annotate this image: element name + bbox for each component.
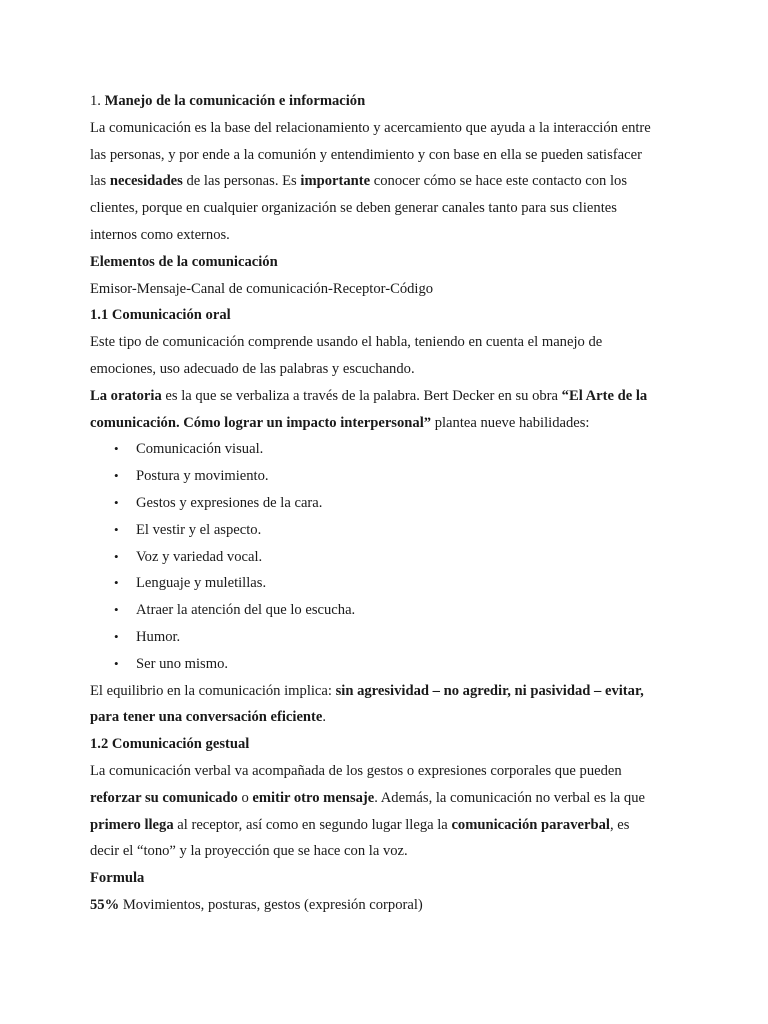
list-item-text: Lenguaje y muletillas.	[136, 575, 267, 592]
bold-text: reforzar su comunicado	[90, 789, 238, 806]
document-page	[90, 88, 700, 919]
paragraph-line: decir el “tono” y la proyección que se hace con la voz.	[90, 843, 408, 860]
paragraph-line: emociones, uso adecuado de las palabras y escuchando.	[90, 360, 415, 377]
list-item	[90, 517, 700, 544]
bold-text: comunicación. Cómo lograr un impacto interpersonal”	[90, 414, 432, 431]
text-run: plantea nueve habilidades:	[431, 414, 590, 431]
formula-line	[90, 892, 700, 919]
text-run: conocer cómo se hace este contacto con los	[370, 173, 628, 190]
heading-title: Manejo de la comunicación e información	[104, 93, 366, 109]
subheading-title: Formula	[90, 870, 145, 887]
list-item-text: Gestos y expresiones de la cara.	[136, 494, 323, 511]
list-item	[90, 490, 700, 517]
heading-separator: .	[97, 93, 105, 109]
subheading-elements	[90, 249, 700, 276]
list-item	[90, 624, 700, 651]
bold-text: “El Arte de la	[561, 387, 648, 404]
paragraph-line: La comunicación verbal va acompañada de los gestos o expresiones corporales que pueden	[90, 762, 622, 779]
paragraph-line	[90, 383, 700, 410]
paragraph-line: Este tipo de comunicación comprende usando el habla, teniendo en cuenta el manejo de	[90, 334, 603, 351]
section-heading-1-2	[90, 731, 700, 758]
bold-text: La oratoria	[90, 387, 162, 404]
bullet-icon: •	[114, 548, 119, 564]
paragraph-line	[90, 704, 700, 731]
bullet-icon: •	[114, 628, 119, 644]
list-item-text: Postura y movimiento.	[136, 468, 269, 485]
bullet-icon: •	[114, 441, 119, 457]
section-heading-1-1	[90, 302, 700, 329]
subheading-title: Elementos de la comunicación	[90, 253, 278, 270]
text-run: de las personas. Es	[182, 173, 301, 190]
elements-list-line: Emisor-Mensaje-Canal de comunicación-Receptor-Código	[90, 280, 434, 297]
bullet-icon: •	[114, 655, 119, 671]
bold-text: primero llega	[90, 816, 174, 833]
text-run: es la que se verbaliza a través de la palabra. Bert Decker en su obra	[161, 387, 562, 404]
list-item-text: Atraer la atención del que lo escucha.	[136, 602, 356, 619]
bullet-icon: •	[114, 521, 119, 537]
bold-text: sin agresividad – no agredir, ni pasividad – evitar,	[335, 682, 644, 699]
section-heading-1	[90, 88, 700, 115]
list-item-text: Comunicación visual.	[136, 441, 264, 458]
list-item-text: Ser uno mismo.	[136, 655, 229, 672]
paragraph-line: las personas, y por ende a la comunión y entendimiento y con base en ella se pueden satisfacer	[90, 146, 642, 163]
bold-text: para tener una conversación eficiente	[90, 709, 323, 726]
formula-percentage: 55%	[90, 896, 120, 913]
list-item	[90, 463, 700, 490]
list-item	[90, 570, 700, 597]
list-item-text: Humor.	[136, 628, 181, 645]
paragraph-line	[90, 812, 700, 839]
text-run: o	[237, 789, 253, 806]
list-item	[90, 651, 700, 678]
paragraph-line	[90, 410, 700, 437]
subheading-formula	[90, 865, 700, 892]
paragraph-line: internos como externos.	[90, 226, 230, 243]
paragraph-line	[90, 168, 700, 195]
text-run: . Además, la comunicación no verbal es la que	[374, 789, 645, 806]
text-run: al receptor, así como en segundo lugar llega la	[173, 816, 452, 833]
bullet-icon: •	[114, 575, 119, 591]
paragraph-line	[90, 678, 700, 705]
text-run: , es	[609, 816, 630, 833]
list-item-text: El vestir y el aspecto.	[136, 521, 262, 538]
list-item-text: Voz y variedad vocal.	[136, 548, 263, 565]
bold-text: necesidades	[109, 173, 183, 190]
text-run: las	[90, 173, 110, 190]
paragraph-line: La comunicación es la base del relacionamiento y acercamiento que ayuda a la interacción entre	[90, 119, 651, 136]
heading-number: 1	[90, 93, 98, 109]
bold-text: comunicación paraverbal	[451, 816, 610, 833]
paragraph-line: clientes, porque en cualquier organización se deben generar canales tanto para sus clientes	[90, 200, 617, 217]
list-item	[90, 544, 700, 571]
skills-list	[90, 436, 700, 677]
formula-description: Movimientos, posturas, gestos (expresión corporal)	[119, 896, 423, 913]
bold-text: importante	[300, 173, 371, 190]
bullet-icon: •	[114, 494, 119, 510]
bullet-icon: •	[114, 602, 119, 618]
list-item	[90, 436, 700, 463]
bullet-icon: •	[114, 468, 119, 484]
list-item	[90, 597, 700, 624]
text-run: .	[322, 709, 327, 726]
text-run: El equilibrio en la comunicación implica:	[90, 682, 336, 699]
section-title: 1.2 Comunicación gestual	[90, 736, 250, 753]
paragraph-line	[90, 785, 700, 812]
bold-text: emitir otro mensaje	[252, 789, 375, 806]
section-title: 1.1 Comunicación oral	[90, 307, 231, 324]
